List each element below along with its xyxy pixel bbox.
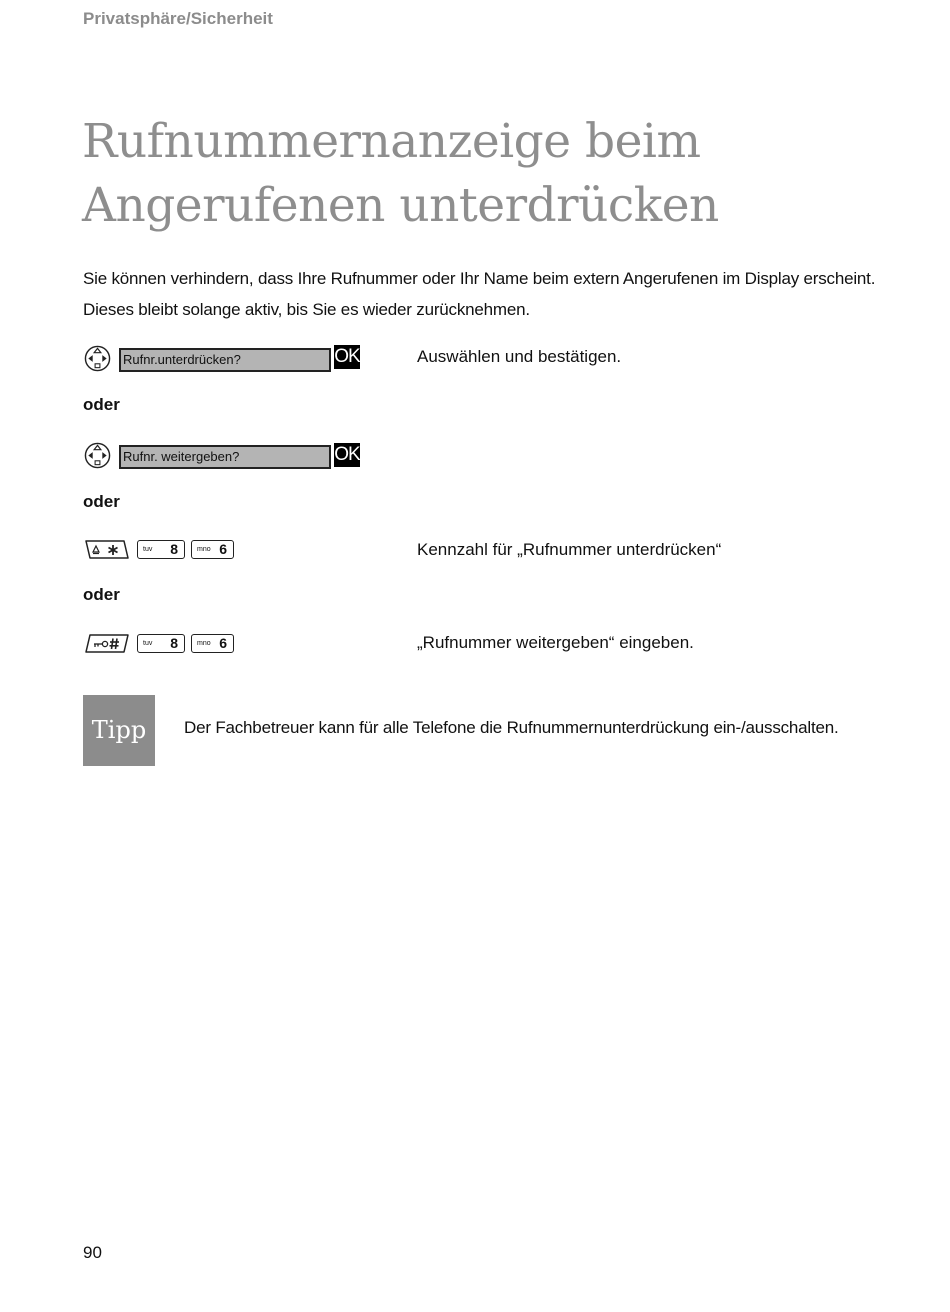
or-label: oder bbox=[83, 585, 120, 604]
key-6[interactable] bbox=[191, 540, 234, 559]
tip-text: Der Fachbetreuer kann für alle Telefone die Rufnummernunterdrückung ein-/ausschalten. bbox=[184, 718, 839, 737]
key-letters: tuv bbox=[143, 546, 153, 553]
navigation-key-icon bbox=[84, 345, 111, 372]
key-digit: 8 bbox=[170, 635, 178, 651]
display-field-forward[interactable]: Rufnr. weitergeben? bbox=[119, 445, 331, 469]
key-letters: mno bbox=[197, 640, 211, 647]
key-digit: 6 bbox=[219, 541, 227, 557]
key-8[interactable] bbox=[137, 634, 185, 653]
key-letters: mno bbox=[197, 546, 211, 553]
page-number: 90 bbox=[83, 1243, 102, 1262]
step1-description: Auswählen und bestätigen. bbox=[417, 347, 622, 366]
key-digit: 6 bbox=[219, 635, 227, 651]
display-field-suppress[interactable]: Rufnr.unterdrücken? bbox=[119, 348, 331, 372]
tip-badge: Tipp bbox=[83, 695, 155, 766]
key-digit: 8 bbox=[170, 541, 178, 557]
key-hash-key-icon[interactable] bbox=[84, 633, 132, 654]
ok-key[interactable]: OK bbox=[334, 346, 360, 367]
page-title: Rufnummernanzeige beim Angerufenen unterdrücken bbox=[82, 114, 719, 233]
or-label: oder bbox=[83, 395, 120, 414]
section-header: Privatsphäre/Sicherheit bbox=[83, 9, 273, 28]
key-letters: tuv bbox=[143, 640, 153, 647]
step4-description: „Rufnummer weitergeben“ eingeben. bbox=[417, 633, 694, 652]
or-label: oder bbox=[83, 492, 120, 511]
key-8[interactable] bbox=[137, 540, 185, 559]
step3-description: Kennzahl für „Rufnummer unterdrücken“ bbox=[417, 540, 722, 559]
ok-key[interactable]: OK bbox=[334, 444, 360, 465]
intro-paragraph: Sie können verhindern, dass Ihre Rufnummer oder Ihr Name beim extern Angerufenen im Display erscheint. Dieses bleibt solange aktiv, bis Sie es wieder zurücknehmen. bbox=[83, 269, 876, 319]
navigation-key-icon bbox=[84, 442, 111, 469]
key-6[interactable] bbox=[191, 634, 234, 653]
bell-star-key-icon[interactable] bbox=[84, 539, 130, 560]
